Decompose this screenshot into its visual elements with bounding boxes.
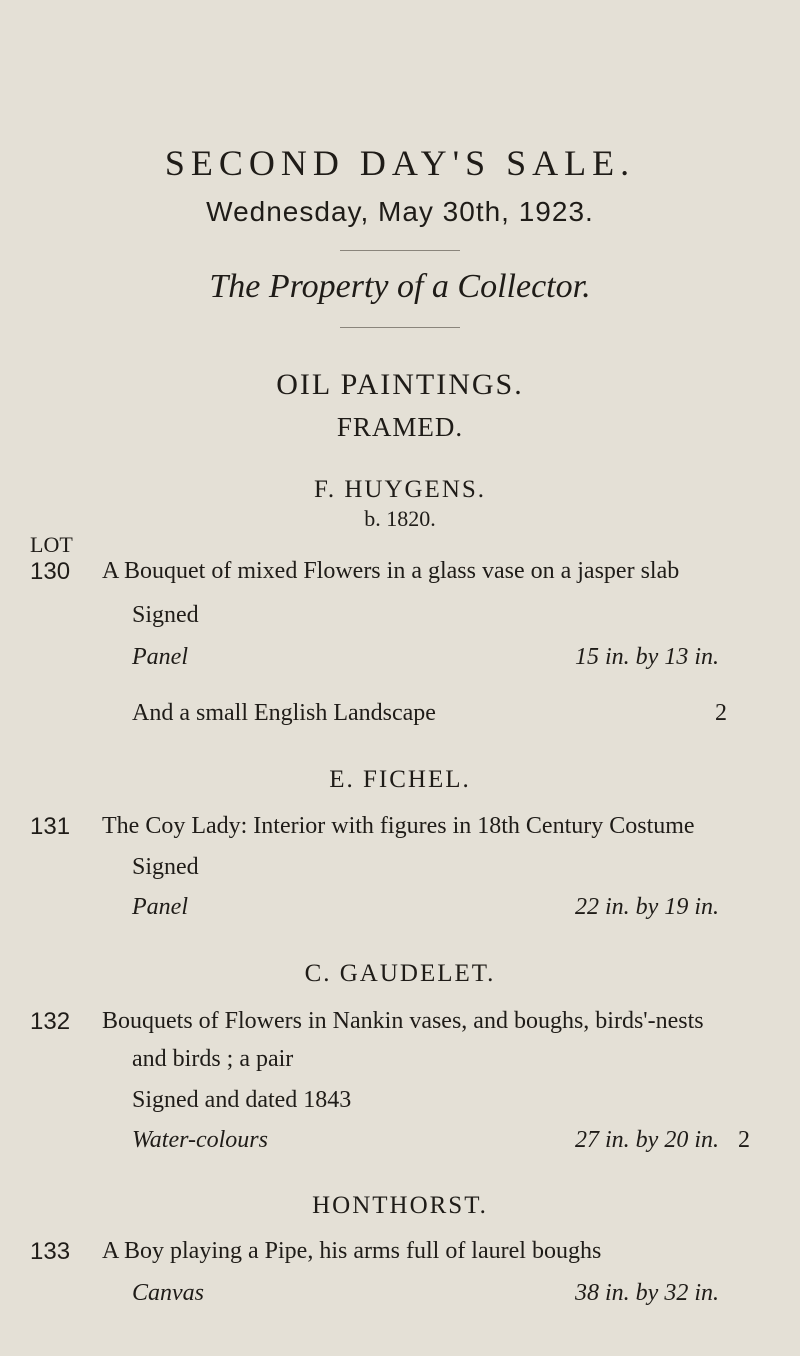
lot-extra: And a small English Landscape — [132, 700, 436, 726]
divider — [340, 250, 460, 251]
lot-title: A Bouquet of mixed Flowers in a glass vase on a jasper slab — [102, 558, 680, 584]
artist-name: F. HUYGENS. — [313, 476, 487, 503]
lot-title: The Coy Lady: Interior with figures in 18th Century Costume — [102, 813, 695, 839]
lot-quantity: 2 — [715, 700, 727, 726]
artist-dates: b. 1820. — [364, 506, 436, 531]
lot-medium: Water-colours — [132, 1127, 268, 1153]
lot-number: 131 — [30, 813, 71, 840]
lot-signed: Signed and dated 1843 — [132, 1087, 352, 1113]
lot-signed: Signed — [132, 602, 199, 628]
lot-medium: Canvas — [132, 1280, 204, 1306]
lot-medium: Panel — [132, 894, 188, 920]
artist-name: C. GAUDELET. — [304, 960, 496, 987]
divider — [340, 327, 460, 328]
lot-column-header: LOT — [30, 532, 73, 557]
lot-dimensions: 22 in. by 19 in. — [575, 894, 719, 920]
lot-title-continued: and birds ; a pair — [132, 1046, 294, 1072]
artist-name: HONTHORST. — [312, 1192, 488, 1219]
sale-title: SECOND DAY'S SALE. — [164, 143, 636, 183]
lot-dimensions: 27 in. by 20 in. — [575, 1127, 719, 1153]
lot-quantity: 2 — [738, 1127, 750, 1153]
lot-medium: Panel — [132, 644, 188, 670]
lot-number: 132 — [30, 1008, 71, 1035]
lot-number: 133 — [30, 1238, 71, 1265]
lot-title: A Boy playing a Pipe, his arms full of laurel boughs — [102, 1238, 602, 1264]
lot-signed: Signed — [132, 854, 199, 880]
property-heading: The Property of a Collector. — [209, 268, 591, 305]
section-heading: OIL PAINTINGS. — [276, 368, 524, 401]
subsection-heading: FRAMED. — [336, 412, 464, 442]
sale-date: Wednesday, May 30th, 1923. — [206, 196, 594, 227]
lot-dimensions: 15 in. by 13 in. — [575, 644, 719, 670]
artist-name: E. FICHEL. — [329, 766, 471, 793]
lot-dimensions: 38 in. by 32 in. — [575, 1280, 719, 1306]
lot-number: 130 — [30, 558, 71, 585]
lot-title: Bouquets of Flowers in Nankin vases, and boughs, birds'-nests — [102, 1008, 704, 1034]
